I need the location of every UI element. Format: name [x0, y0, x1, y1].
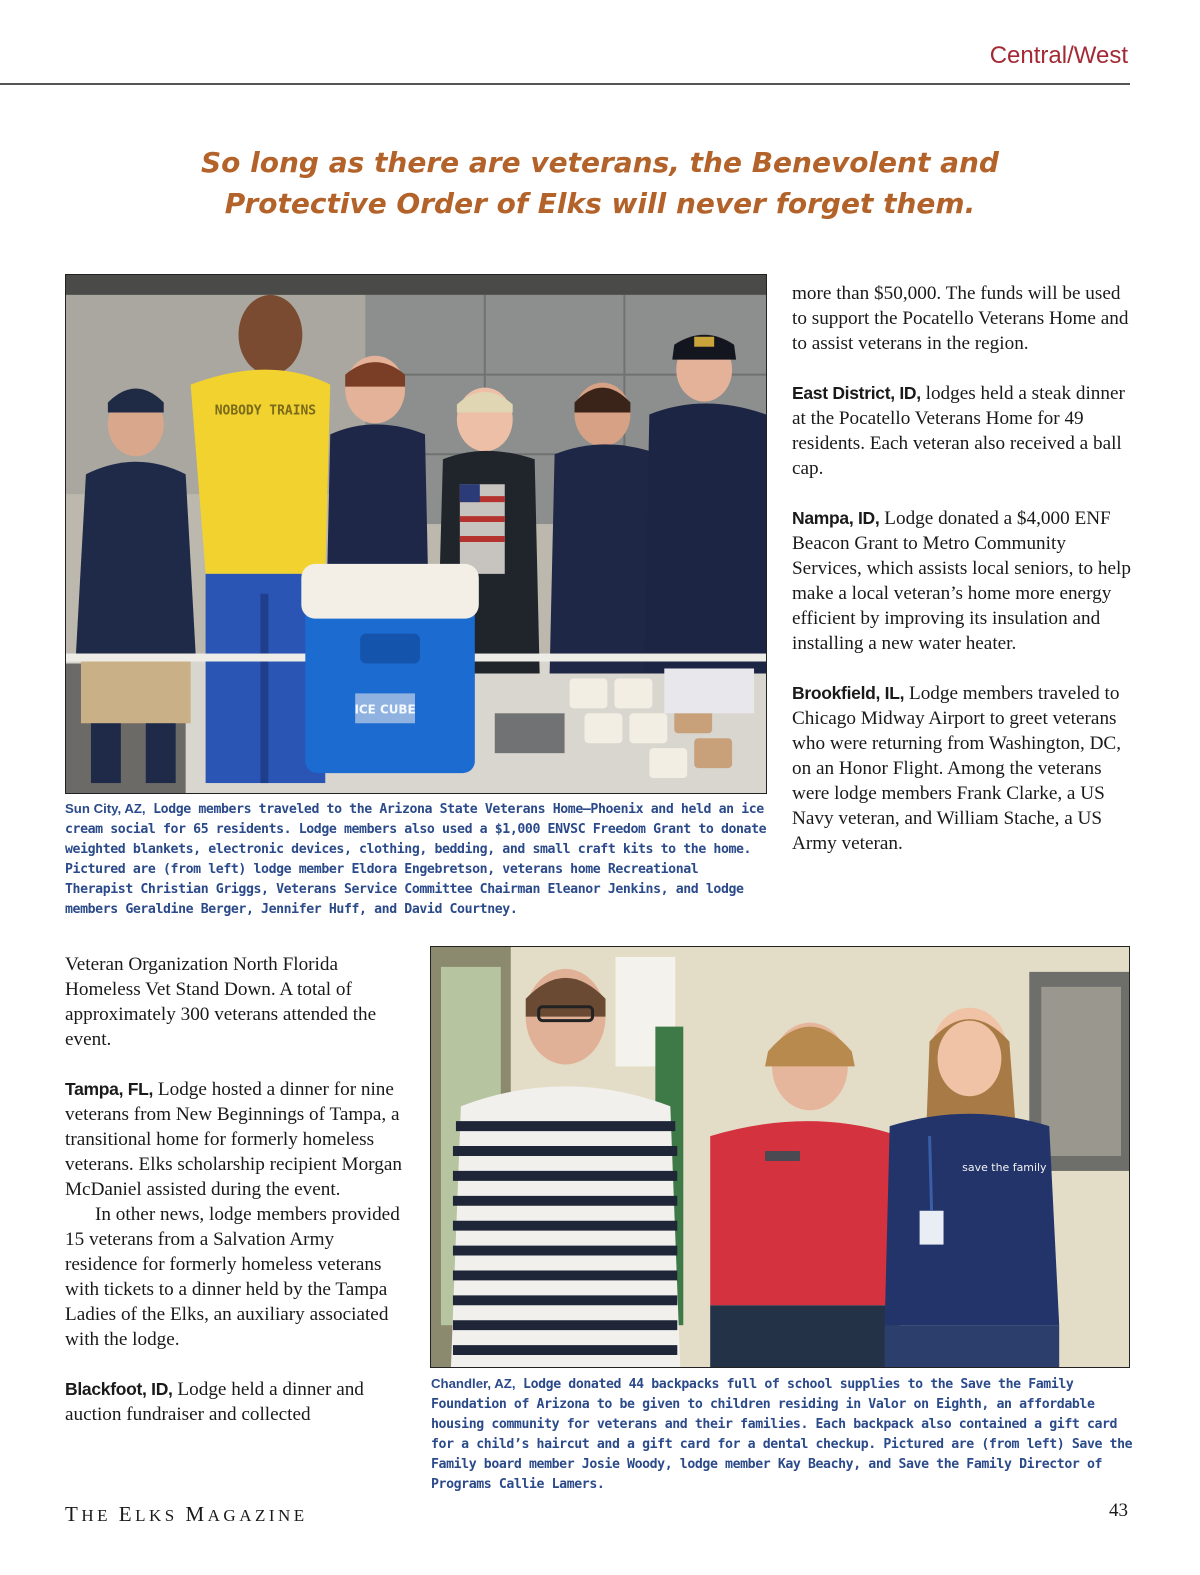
paragraph-nampa: [792, 506, 1137, 656]
photo-sun-city-illustration: [66, 275, 766, 793]
photo-sun-city-group: [65, 274, 767, 794]
page-number: 43: [1109, 1500, 1128, 1521]
lead-brookfield: Brookfield, IL,: [792, 683, 905, 703]
text-brookfield: Lodge members traveled to Chicago Midway Airport to greet veterans who were returning from Washington, DC, on an Honor Flight. Among the veterans were lodge members Frank Clarke, a US Navy veteran, and William Stache, a US Army veteran.: [792, 683, 1122, 854]
footer-magazine-title: [65, 1502, 308, 1527]
footer-title-he: HE: [81, 1506, 119, 1525]
section-label: Central/West: [989, 42, 1128, 69]
pull-quote-line-2: Protective Order of Elks will never forget them.: [224, 187, 976, 220]
pull-quote-line-1: So long as there are veterans, the Benevolent and: [201, 146, 999, 179]
text-east-district: lodges held a steak dinner at the Pocatello Veterans Home for 49 residents. Each veteran also received a ball cap.: [792, 383, 1125, 479]
photo-shirt-logo: save the family: [962, 1160, 1047, 1174]
lead-east-district: East District, ID,: [792, 383, 921, 403]
paragraph-tampa-other-news: In other news, lodge members provided 15 veterans from a Salvation Army residence for formerly homeless veterans with tickets to a dinner held by the Tampa Ladies of the Elks, an auxiliary associated with the lodge.: [65, 1204, 400, 1350]
text-blackfoot: Lodge held a dinner and auction fundraiser and collected: [65, 1379, 364, 1425]
caption-sun-city-text: Lodge members traveled to the Arizona State Veterans Home–Phoenix and held an ice cream social for 65 residents. Lodge members also used a $1,000 ENVSC Freedom Grant to donate weighted blankets, electronic devices, clothing, bedding, and small craft kits to the home. Pictured are (from left) lodge member Eldora Engebretson, veterans home Recreational Therapist Christian Griggs, Veterans Service Committee Chairman Eleanor Jenkins, and lodge members Geraldine Berger, Jennifer Huff, and David Courtney.: [65, 802, 767, 917]
caption-chandler-place: Chandler, AZ,: [431, 1376, 516, 1391]
photo-shirt-text: NOBODY TRAINS: [214, 403, 317, 419]
footer-title-lks: LKS: [135, 1506, 186, 1525]
header-rule: [0, 83, 1130, 85]
lead-blackfoot: Blackfoot, ID,: [65, 1379, 173, 1399]
footer-title-agazine: AGAZINE: [207, 1506, 308, 1525]
photo-chandler-group: [430, 946, 1130, 1368]
caption-sun-city: [65, 799, 770, 920]
photo-chandler-illustration: [431, 947, 1129, 1367]
footer-title-t: T: [65, 1502, 82, 1526]
paragraph-blackfoot: [65, 1377, 410, 1427]
paragraph-stand-down: Veteran Organization North Florida Homeless Vet Stand Down. A total of approximately 300 veterans attended the event.: [65, 954, 377, 1050]
paragraph-blackfoot-continued: more than $50,000. The funds will be used to support the Pocatello Veterans Home and to assist veterans in the region.: [792, 283, 1129, 354]
caption-chandler-text: Lodge donated 44 backpacks full of school supplies to the Save the Family Foundation of Arizona to be given to children residing in Valor on Eighth, an affordable housing community for veterans and their families. Each backpack also contained a gift card for a child’s haircut and a gift card for a dental checkup. Pictured are (from left) Save the Family board member Josie Woody, lodge member Kay Beachy, and Save the Family Director of Programs Callie Lamers.: [431, 1377, 1133, 1492]
paragraph-tampa: [65, 1077, 410, 1202]
footer-title-e: E: [118, 1502, 136, 1526]
article-column-right: [792, 281, 1137, 856]
paragraph-east-district: [792, 381, 1137, 481]
paragraph-brookfield: [792, 681, 1137, 856]
caption-sun-city-place: Sun City, AZ,: [65, 801, 146, 816]
text-tampa: Lodge hosted a dinner for nine veterans from New Beginnings of Tampa, a transitional home for formerly homeless veterans. Elks scholarship recipient Morgan McDaniel assisted during the event.: [65, 1079, 402, 1200]
pull-quote: [150, 142, 1050, 224]
article-column-left: [65, 952, 410, 1427]
lead-nampa: Nampa, ID,: [792, 508, 880, 528]
lead-tampa: Tampa, FL,: [65, 1079, 154, 1099]
photo-cooler-label: ICE CUBE: [354, 702, 416, 717]
footer-title-m: M: [185, 1502, 208, 1526]
text-nampa: Lodge donated a $4,000 ENF Beacon Grant to Metro Community Services, which assists local seniors, to help make a local veteran’s home more energy efficient by improving its insulation and installing a new water heater.: [792, 508, 1131, 654]
caption-chandler: [431, 1374, 1133, 1495]
